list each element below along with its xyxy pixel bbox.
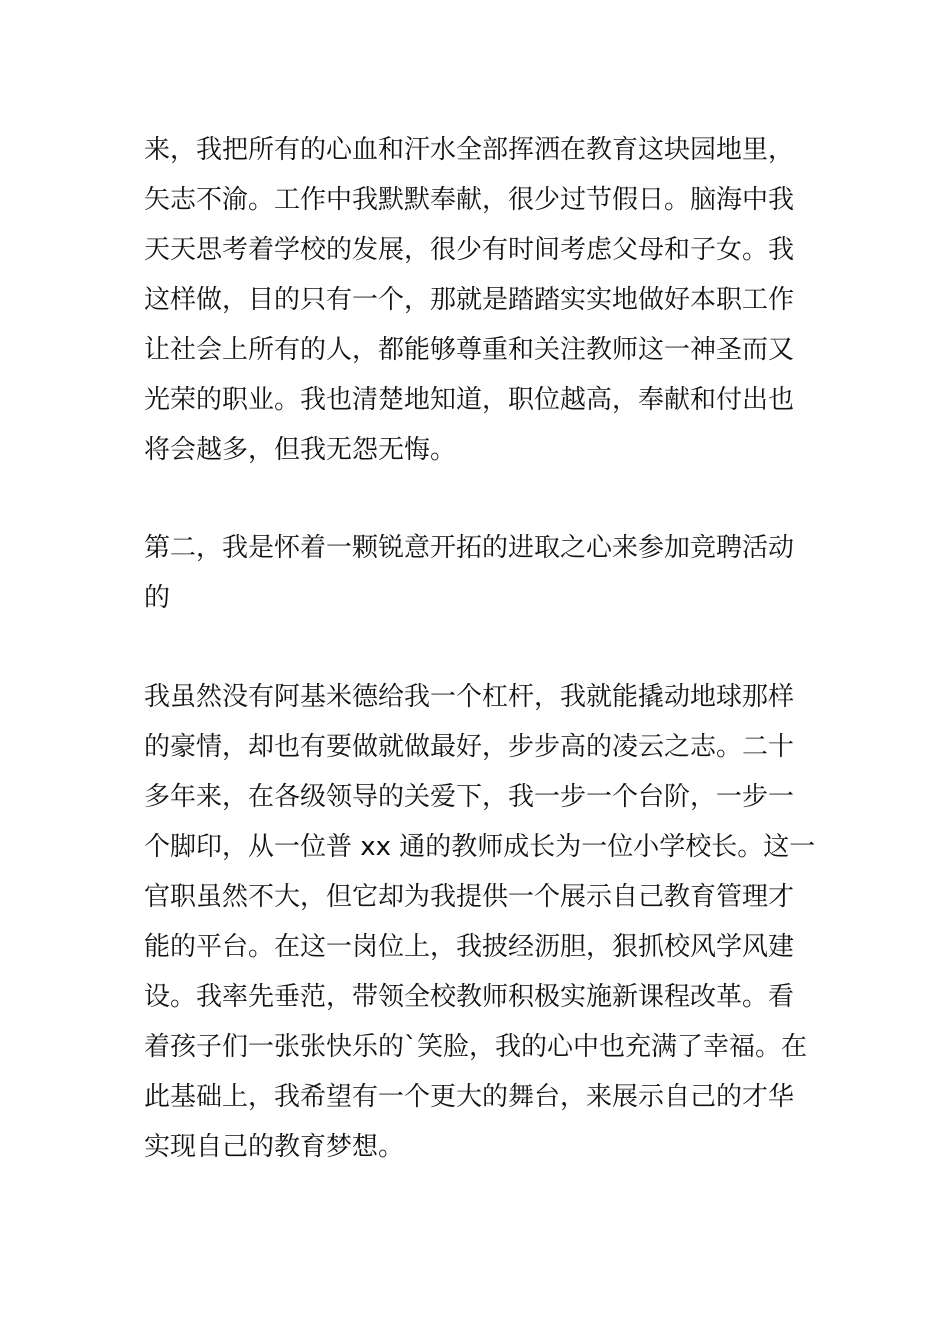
paragraph-line: 着孩子们一张张快乐的`笑脸，我的心中也充满了幸福。在: [144, 1032, 808, 1062]
paragraph-line: 这样做，目的只有一个，那就是踏踏实实地做好本职工作: [144, 285, 795, 315]
paragraph-line: 个脚印，从一位普 xx 通的教师成长为一位小学校长。这一: [144, 832, 816, 862]
paragraph-line: 让社会上所有的人，都能够尊重和关注教师这一神圣而又: [144, 335, 795, 365]
paragraph-line: 矢志不渝。工作中我默默奉献，很少过节假日。脑海中我: [144, 185, 795, 215]
paragraph-line: 的: [144, 583, 171, 613]
paragraph-line: 的豪情，却也有要做就做最好，步步高的凌云之志。二十: [144, 732, 795, 762]
paragraph-line: 来，我把所有的心血和汗水全部挥洒在教育这块园地里，: [144, 135, 795, 165]
paragraph-line: 设。我率先垂范，带领全校教师积极实施新课程改革。看: [144, 982, 795, 1012]
paragraph-line: 多年来，在各级领导的关爱下，我一步一个台阶，一步一: [144, 782, 795, 812]
paragraph-line: 官职虽然不大，但它却为我提供一个展示自己教育管理才: [144, 882, 795, 912]
paragraph-line: 将会越多，但我无怨无悔。: [144, 435, 457, 465]
paragraph-line: 我虽然没有阿基米德给我一个杠杆，我就能撬动地球那样: [144, 682, 795, 712]
paragraph-line: 实现自己的教育梦想。: [144, 1132, 405, 1162]
paragraph-line: 能的平台。在这一岗位上，我披经沥胆，狠抓校风学风建: [144, 932, 795, 962]
paragraph-line: 第二，我是怀着一颗锐意开拓的进取之心来参加竞聘活动: [144, 533, 795, 563]
paragraph-line: 此基础上，我希望有一个更大的舞台，来展示自己的才华: [144, 1082, 795, 1112]
paragraph-line: 光荣的职业。我也清楚地知道，职位越高，奉献和付出也: [144, 385, 795, 415]
paragraph-line: 天天思考着学校的发展，很少有时间考虑父母和子女。我: [144, 235, 795, 265]
